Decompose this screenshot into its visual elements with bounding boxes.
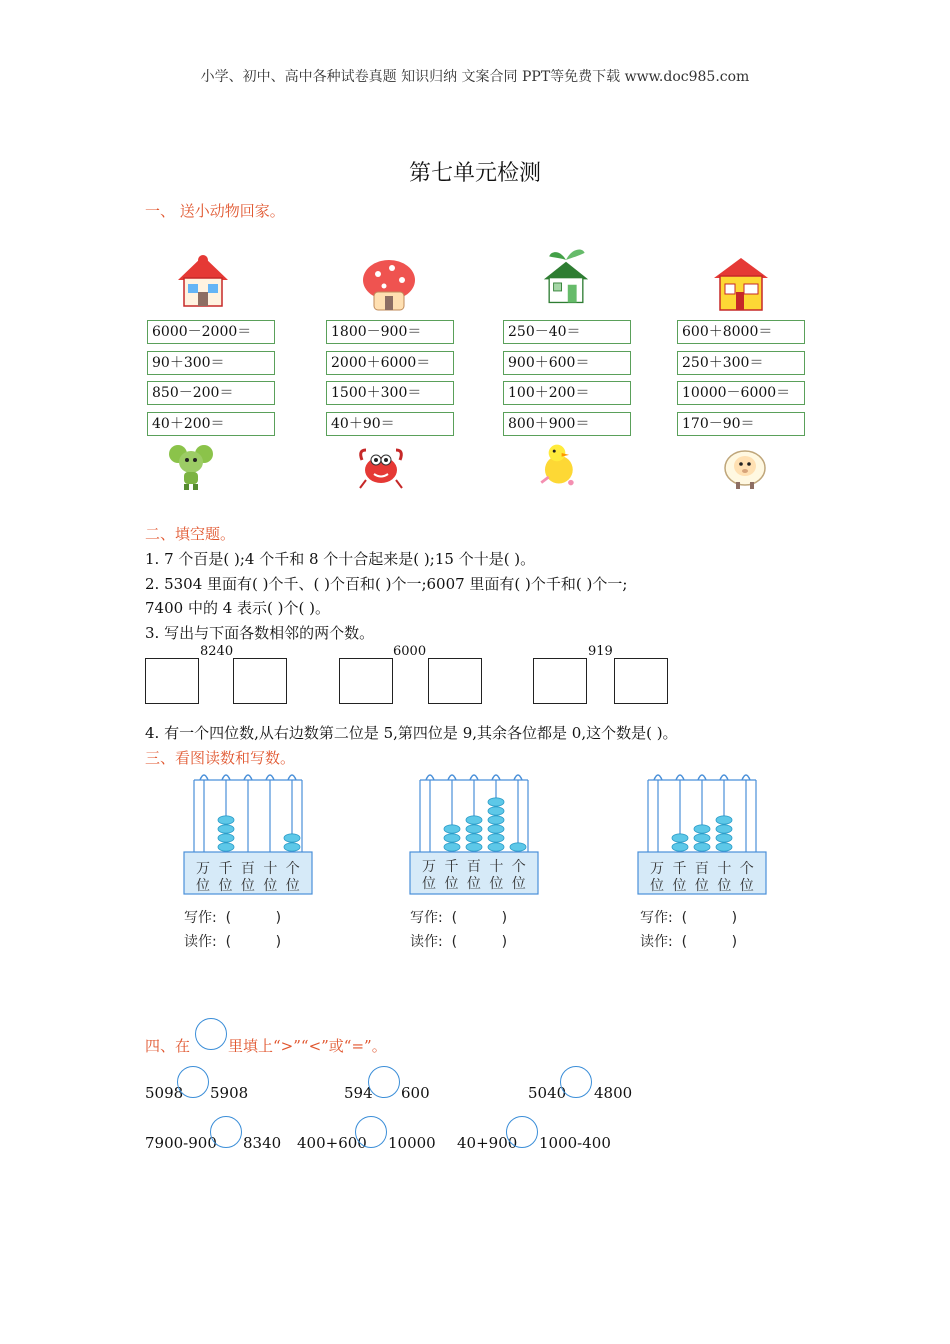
red-roof-house-icon [172, 250, 234, 312]
abacus-bead [510, 843, 526, 851]
abacus-bead [444, 834, 460, 842]
abacus-bead [218, 843, 234, 851]
expression-box[interactable]: 850－200＝ [147, 381, 275, 405]
rod-cap [742, 775, 750, 780]
rod-cap [222, 775, 230, 780]
abacus-bead [218, 825, 234, 833]
abacus-bead [716, 816, 732, 824]
rod-cap [448, 775, 456, 780]
question-4: 4. 有一个四位数,从右边数第二位是 5,第四位是 9,其余各位都是 0,这个数是( )。 [145, 724, 678, 742]
section3-title: 三、看图读数和写数。 [145, 749, 296, 767]
rod-cap [266, 775, 274, 780]
neighbor-box[interactable] [233, 658, 287, 704]
compare-left: 594 [344, 1084, 373, 1102]
compare-right: 600 [401, 1084, 430, 1102]
compare-right: 1000-400 [539, 1134, 611, 1152]
expression-box[interactable]: 1800－900＝ [326, 320, 454, 344]
abacus-bead [694, 825, 710, 833]
read-label[interactable]: 读作: ( ) [640, 934, 738, 950]
abacus-bead [488, 816, 504, 824]
compare-circle[interactable] [560, 1066, 592, 1098]
abacus-bead [716, 843, 732, 851]
expression-box[interactable]: 170－90＝ [677, 412, 805, 436]
abacus-bead [716, 834, 732, 842]
abacus-bead [488, 834, 504, 842]
neighbor-box[interactable] [428, 658, 482, 704]
expression-box[interactable]: 600＋8000＝ [677, 320, 805, 344]
rod-cap [288, 775, 296, 780]
compare-left: 7900-900 [145, 1134, 217, 1152]
compare-circle-icon [195, 1018, 227, 1050]
compare-circle[interactable] [368, 1066, 400, 1098]
yellow-chick-icon[interactable] [532, 440, 582, 490]
abacus-bead [694, 843, 710, 851]
expression-box[interactable]: 250＋300＝ [677, 351, 805, 375]
rod-cap [654, 775, 662, 780]
rod-cap [492, 775, 500, 780]
compare-right: 8340 [243, 1134, 282, 1152]
abacus-bead [488, 843, 504, 851]
abacus-bead [672, 843, 688, 851]
place-label-top: 万 千 百 十 个 [650, 861, 756, 877]
question-2b: 7400 中的 4 表示( )个( )。 [145, 599, 330, 617]
abacus-bead [466, 834, 482, 842]
rod-cap [200, 775, 208, 780]
write-label[interactable]: 写作: ( ) [640, 910, 738, 926]
question-2a: 2. 5304 里面有( )个千、( )个百和( )个一;6007 里面有( )个千和( )个一; [145, 575, 628, 593]
abacus-bead [218, 816, 234, 824]
section4-title-post: 里填上“>”“<”或“=”。 [228, 1037, 387, 1055]
abacus-bead [694, 834, 710, 842]
compare-right: 10000 [388, 1134, 436, 1152]
mushroom-house-icon [358, 252, 420, 314]
expression-box[interactable]: 40＋200＝ [147, 412, 275, 436]
question-1: 1. 7 个百是( );4 个千和 8 个十合起来是( );15 个十是( )。 [145, 550, 536, 568]
expression-box[interactable]: 1500＋300＝ [326, 381, 454, 405]
neighbor-number: 6000 [393, 644, 427, 659]
abacus-bead [444, 825, 460, 833]
section4-title-pre: 四、在 [145, 1037, 191, 1055]
abacus-bead [444, 843, 460, 851]
expression-box[interactable]: 100＋200＝ [503, 381, 631, 405]
read-label[interactable]: 读作: ( ) [184, 934, 282, 950]
section1-title: 一、 送小动物回家。 [145, 202, 285, 220]
rod-cap [426, 775, 434, 780]
abacus-bead [488, 807, 504, 815]
rod-cap [676, 775, 684, 780]
compare-circle[interactable] [177, 1066, 209, 1098]
compare-circle[interactable] [210, 1116, 242, 1148]
place-label-bottom: 位 位 位 位 位 [196, 878, 302, 894]
place-label-bottom: 位 位 位 位 位 [650, 878, 756, 894]
write-label[interactable]: 写作: ( ) [410, 910, 508, 926]
compare-circle[interactable] [506, 1116, 538, 1148]
place-label-bottom: 位 位 位 位 位 [422, 876, 528, 892]
yellow-house-icon [710, 252, 772, 314]
rod-cap [244, 775, 252, 780]
compare-right: 4800 [594, 1084, 633, 1102]
neighbor-box[interactable] [614, 658, 668, 704]
page-title: 第七单元检测 [408, 161, 541, 186]
compare-left: 400+600 [297, 1134, 367, 1152]
abacus-bead [672, 834, 688, 842]
expression-box[interactable]: 6000－2000＝ [147, 320, 275, 344]
neighbor-number: 919 [588, 644, 613, 659]
leaf-green-house-icon [535, 244, 597, 306]
header-note: 小学、初中、高中各种试卷真题 知识归纳 文案合同 PPT等免费下载 www.doc985.com [200, 69, 750, 85]
abacus-bead [284, 843, 300, 851]
expression-box[interactable]: 90＋300＝ [147, 351, 275, 375]
expression-box[interactable]: 10000－6000＝ [677, 381, 805, 405]
sheep-icon[interactable] [720, 442, 770, 492]
expression-box[interactable]: 800＋900＝ [503, 412, 631, 436]
rod-cap [514, 775, 522, 780]
rod-cap [698, 775, 706, 780]
compare-left: 5098 [145, 1084, 184, 1102]
section2-title: 二、填空题。 [145, 525, 236, 543]
neighbor-box[interactable] [339, 658, 393, 704]
expression-box[interactable]: 250－40＝ [503, 320, 631, 344]
abacus-bead [716, 825, 732, 833]
write-label[interactable]: 写作: ( ) [184, 910, 282, 926]
abacus-bead [488, 825, 504, 833]
place-label-top: 万 千 百 十 个 [422, 859, 528, 875]
abacus-bead [488, 798, 504, 806]
abacus-bead [466, 816, 482, 824]
neighbor-number: 8240 [200, 644, 234, 659]
abacus-bead [466, 825, 482, 833]
abacus-bead [284, 834, 300, 842]
rod-cap [720, 775, 728, 780]
compare-circle[interactable] [355, 1116, 387, 1148]
green-mouse-icon[interactable] [166, 442, 216, 492]
compare-right: 5908 [210, 1084, 249, 1102]
expression-box[interactable]: 2000＋6000＝ [326, 351, 454, 375]
abacus-bead [218, 834, 234, 842]
compare-left: 5040 [528, 1084, 567, 1102]
rod-cap [470, 775, 478, 780]
abacus-bead [466, 843, 482, 851]
read-label[interactable]: 读作: ( ) [410, 934, 508, 950]
red-crab-icon[interactable] [356, 442, 406, 492]
expression-box[interactable]: 900＋600＝ [503, 351, 631, 375]
question-3: 3. 写出与下面各数相邻的两个数。 [145, 624, 375, 642]
expression-box[interactable]: 40＋90＝ [326, 412, 454, 436]
neighbor-box[interactable] [145, 658, 199, 704]
neighbor-box[interactable] [533, 658, 587, 704]
compare-left: 40+900 [457, 1134, 518, 1152]
place-label-top: 万 千 百 十 个 [196, 861, 302, 877]
